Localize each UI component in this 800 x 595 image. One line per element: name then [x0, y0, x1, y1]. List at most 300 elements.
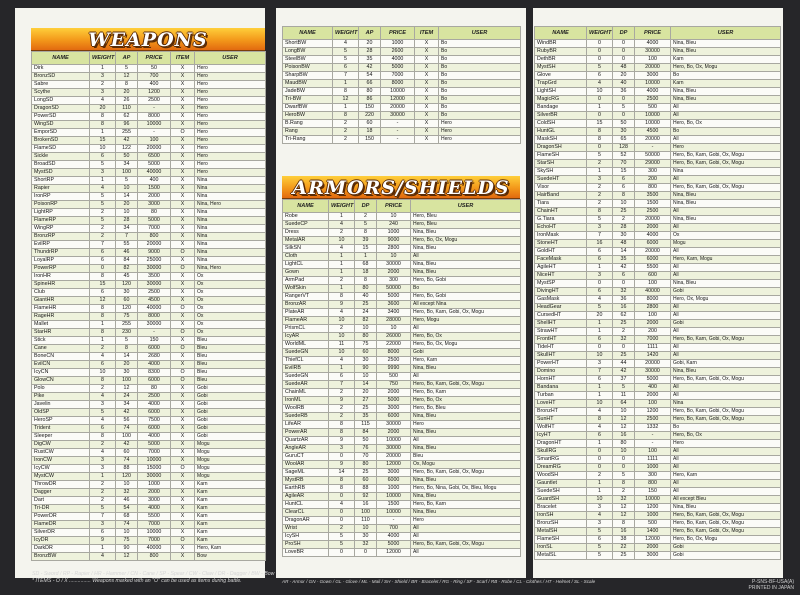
table-cell: SuedeGN [283, 349, 329, 357]
table-cell: 36 [613, 296, 635, 304]
table-cell: JadeBW [283, 88, 333, 96]
table-cell: 39 [355, 237, 377, 245]
table-cell: 44 [613, 360, 635, 368]
table-row [32, 481, 266, 489]
table-cell: Nina, Bleu [411, 261, 521, 269]
column-header: AP [116, 52, 138, 65]
table-cell: Gauntlet [535, 480, 587, 488]
table-cell: 0 [587, 464, 613, 472]
table-cell: DwarfBW [283, 104, 333, 112]
table-cell: 100 [116, 433, 138, 441]
table-cell: HeroBW [283, 112, 333, 120]
table-cell: All [671, 392, 781, 400]
table-cell: Bo [439, 48, 521, 56]
table-cell: 1000 [377, 485, 411, 493]
table-row [535, 136, 781, 144]
column-header: PRICE [377, 200, 411, 213]
table-cell: 4000 [138, 505, 171, 513]
table-cell: 10000 [138, 529, 171, 537]
table-cell: 48 [613, 240, 635, 248]
table-cell: 4000 [138, 361, 171, 369]
table-cell: 8 [90, 329, 116, 337]
table-row [32, 225, 266, 233]
table-cell: Bo [439, 88, 521, 96]
table-row [283, 120, 521, 128]
table-cell: Hero, Bo, Karn, Gobi, Ox, Mogu [671, 528, 781, 536]
table-row [32, 289, 266, 297]
table-cell: Rang [283, 128, 333, 136]
table-row [535, 192, 781, 200]
table-cell: 90 [116, 545, 138, 553]
table-cell: 0 [613, 48, 635, 56]
table-row [283, 373, 521, 381]
table-cell: MaskSH [535, 136, 587, 144]
table-cell: DarkDR [32, 545, 90, 553]
table-cell: 30000 [138, 265, 171, 273]
table-cell: Tri-Rang [283, 136, 333, 144]
column-header: NAME [535, 27, 587, 40]
table-row [32, 137, 266, 145]
table-cell: X [415, 104, 439, 112]
table-cell: LoyalRP [32, 257, 90, 265]
table-cell: 74 [116, 425, 138, 433]
table-cell: SkullRG [535, 448, 587, 456]
table-cell: Nina, Bleu [411, 509, 521, 517]
table-cell: Gobi [195, 401, 266, 409]
table-row [32, 553, 266, 561]
table-cell: 30000 [138, 321, 171, 329]
table-cell: All [671, 136, 781, 144]
table-cell: MetalSH [535, 528, 587, 536]
table-cell: 10000 [381, 88, 415, 96]
table-cell: Gown [283, 269, 329, 277]
table-cell: Hero [195, 65, 266, 73]
table-cell: Nina [671, 400, 781, 408]
table-cell: X [171, 553, 195, 561]
table-cell: WolfHT [535, 424, 587, 432]
table-cell: 6 [90, 361, 116, 369]
table-cell: Scythe [32, 89, 90, 97]
table-cell: X [171, 321, 195, 329]
table-row [32, 377, 266, 385]
print-info [749, 579, 794, 591]
weapons-table-2 [282, 26, 521, 144]
table-cell: 5 [90, 193, 116, 201]
table-cell: X [171, 161, 195, 169]
table-cell: 8 [90, 313, 116, 321]
table-row [32, 161, 266, 169]
table-cell: 8 [587, 208, 613, 216]
table-cell: 2500 [138, 289, 171, 297]
table-cell: 1 [90, 337, 116, 345]
table-cell: DivingHT [535, 288, 587, 296]
table-cell: DragonSH [535, 144, 587, 152]
table-cell: 20 [90, 105, 116, 113]
table-cell: 1 [90, 473, 116, 481]
table-cell: Hero [195, 137, 266, 145]
table-cell: GasMask [535, 296, 587, 304]
table-cell: - [381, 136, 415, 144]
table-cell: X [171, 441, 195, 449]
table-row [32, 425, 266, 433]
table-cell: 1111 [635, 456, 671, 464]
table-cell: 4 [333, 40, 359, 48]
table-cell: Ox [195, 329, 266, 337]
table-cell: X [171, 81, 195, 89]
column-header: WEIGHT [333, 27, 359, 40]
table-cell: 20000 [635, 248, 671, 256]
table-cell: WoolAR [283, 461, 329, 469]
table-cell: EchoHT [535, 224, 587, 232]
table-cell: 42 [116, 137, 138, 145]
table-cell: - [635, 440, 671, 448]
table-row [535, 504, 781, 512]
table-cell: Hero, Bo, Ox, Mogu [411, 341, 521, 349]
table-cell: X [415, 136, 439, 144]
table-cell: 10 [377, 253, 411, 261]
table-cell: Bracelet [535, 504, 587, 512]
table-cell: 12000 [377, 549, 411, 557]
table-cell: 800 [138, 553, 171, 561]
table-cell: 5 [587, 216, 613, 224]
table-cell: DragonHT [535, 440, 587, 448]
table-cell: 30 [355, 533, 377, 541]
table-row [535, 456, 781, 464]
table-cell: Hero, Bo, Nina, Gobi, Ox, Bleu, Mogu [411, 485, 521, 493]
weapons-legend-line2: * ITEMS - O / X ............... Weapons marked with an "O" can be used as items during battle. [32, 578, 242, 584]
table-cell: AgileAR [283, 493, 329, 501]
table-cell: 6000 [377, 413, 411, 421]
table-cell: 1 [90, 65, 116, 73]
table-cell: 2 [90, 385, 116, 393]
table-cell: 150 [635, 488, 671, 496]
table-cell: AgileHT [535, 264, 587, 272]
table-row [535, 512, 781, 520]
table-row [32, 337, 266, 345]
table-row [283, 285, 521, 293]
table-cell: 12000 [381, 96, 415, 104]
table-cell: Sleeper [32, 433, 90, 441]
table-cell: Nina, Hero [195, 265, 266, 273]
table-cell: X [171, 257, 195, 265]
table-cell: Mallet [32, 321, 90, 329]
table-cell: 8 [90, 433, 116, 441]
table-cell: X [171, 113, 195, 121]
table-row [535, 72, 781, 80]
table-cell: 20000 [138, 145, 171, 153]
table-cell: Ox [195, 273, 266, 281]
table-cell: All [671, 480, 781, 488]
table-cell: O [171, 305, 195, 313]
table-cell: 2 [90, 345, 116, 353]
table-cell: Visor [535, 184, 587, 192]
table-cell: 32 [613, 496, 635, 504]
table-row [32, 457, 266, 465]
table-row [283, 501, 521, 509]
table-cell: Tri-DR [32, 505, 90, 513]
table-cell: 1 [587, 440, 613, 448]
table-cell: 5 [329, 541, 355, 549]
table-cell: Ox [195, 305, 266, 313]
table-cell: Mogu [671, 240, 781, 248]
table-cell: Stick [32, 337, 90, 345]
table-cell: 2000 [377, 389, 411, 397]
table-cell: IcyHT [535, 432, 587, 440]
table-cell: All [411, 437, 521, 445]
table-cell: 20 [116, 89, 138, 97]
table-cell: All [411, 549, 521, 557]
table-cell: 16 [355, 501, 377, 509]
table-row [535, 168, 781, 176]
table-cell: Mogu [195, 465, 266, 473]
table-cell: 50000 [635, 152, 671, 160]
table-row [32, 369, 266, 377]
table-cell: Hero, Bo, Ox [671, 432, 781, 440]
table-cell: Javelin [32, 401, 90, 409]
table-cell: ChainHT [535, 208, 587, 216]
table-cell: PlateAR [283, 309, 329, 317]
table-cell: GlowCN [32, 377, 90, 385]
table-cell: 3 [329, 445, 355, 453]
table-cell: 25 [355, 301, 377, 309]
table-cell: Hero, Karn [195, 545, 266, 553]
table-cell: 1 [329, 269, 355, 277]
table-cell: 1000 [377, 229, 411, 237]
table-cell: O [171, 249, 195, 257]
table-cell: 2000 [138, 193, 171, 201]
table-cell: SuedeSH [535, 488, 587, 496]
table-cell: X [171, 193, 195, 201]
table-cell: 3000 [377, 469, 411, 477]
table-cell: 2 [90, 481, 116, 489]
print-country: PRINTED IN JAPAN [748, 585, 794, 591]
table-cell: 2 [329, 525, 355, 533]
table-cell: Bo [411, 285, 521, 293]
table-row [283, 493, 521, 501]
table-row [283, 461, 521, 469]
table-cell: 5 [116, 65, 138, 73]
table-cell: 115 [355, 421, 377, 429]
table-cell: BronzSH [535, 520, 587, 528]
table-cell: Nina, Bleu [671, 368, 781, 376]
table-cell: Nina, Bleu [671, 192, 781, 200]
table-cell: Tiara [535, 200, 587, 208]
table-row [32, 73, 266, 81]
table-cell: Hero [195, 97, 266, 105]
table-cell: 10 [355, 525, 377, 533]
table-row [283, 221, 521, 229]
table-cell: Ox [195, 313, 266, 321]
table-cell: Hero [439, 120, 521, 128]
table-cell: Nina [195, 249, 266, 257]
armors-legend [282, 578, 596, 585]
table-cell: 400 [138, 81, 171, 89]
table-cell: 35 [613, 256, 635, 264]
table-cell: LightSH [535, 88, 587, 96]
table-cell: 20000 [377, 453, 411, 461]
table-row [32, 385, 266, 393]
table-cell: 0 [587, 280, 613, 288]
table-cell: 3000 [377, 405, 411, 413]
table-cell: StrawHT [535, 328, 587, 336]
table-row [283, 389, 521, 397]
column-header: DP [613, 27, 635, 40]
table-cell: 10 [116, 185, 138, 193]
table-cell: 120 [116, 473, 138, 481]
table-row [535, 384, 781, 392]
table-cell: 6000 [377, 477, 411, 485]
table-cell: ShortRP [32, 177, 90, 185]
column-header: NAME [32, 52, 90, 65]
table-cell: EmporSD [32, 129, 90, 137]
table-cell: 100 [355, 509, 377, 517]
table-cell: 4 [329, 309, 355, 317]
table-cell: 55 [116, 241, 138, 249]
table-cell: 34 [116, 401, 138, 409]
table-cell: 100 [635, 280, 671, 288]
table-cell: Ox [671, 232, 781, 240]
table-cell: 40 [355, 293, 377, 301]
table-cell: 10 [377, 325, 411, 333]
table-row [535, 280, 781, 288]
table-cell: 800 [635, 480, 671, 488]
table-cell: SpineHR [32, 281, 90, 289]
table-row [535, 376, 781, 384]
table-cell: 2500 [635, 416, 671, 424]
table-cell: 2500 [138, 393, 171, 401]
table-cell: All [671, 264, 781, 272]
table-cell: 7000 [138, 521, 171, 529]
table-cell: 16 [587, 240, 613, 248]
table-cell: 20 [613, 72, 635, 80]
column-header: USER [439, 27, 521, 40]
table-cell: RangerVT [283, 293, 329, 301]
table-cell: All except Bleu [671, 496, 781, 504]
table-cell: 2 [587, 192, 613, 200]
table-cell: Hero [195, 145, 266, 153]
table-cell: X [171, 313, 195, 321]
table-cell: 8000 [138, 113, 171, 121]
table-cell: Hero [439, 136, 521, 144]
table-cell: 8 [587, 128, 613, 136]
table-row [535, 240, 781, 248]
table-row [283, 88, 521, 96]
table-cell: MystSH [535, 64, 587, 72]
table-cell: Bleu [195, 369, 266, 377]
table-row [535, 232, 781, 240]
table-cell: All [411, 325, 521, 333]
table-cell: WingRP [32, 225, 90, 233]
table-cell: Hero, Bo, Bleu [411, 405, 521, 413]
table-cell: All [671, 112, 781, 120]
table-cell: 10 [587, 400, 613, 408]
table-cell: PowerRP [32, 265, 90, 273]
table-cell: Gobi [195, 409, 266, 417]
table-cell: All [411, 253, 521, 261]
table-cell: 400 [138, 177, 171, 185]
table-cell: RageHR [32, 313, 90, 321]
table-row [32, 249, 266, 257]
table-cell: X [171, 121, 195, 129]
table-cell: LongSD [32, 97, 90, 105]
table-row [32, 497, 266, 505]
armors-title: ARMORS/SHIELDS [292, 177, 510, 199]
table-cell: X [171, 425, 195, 433]
table-cell: Hero, Bo, Karn, Gobi, Ox, Mogu [671, 152, 781, 160]
table-cell: Hero, Bo, Karn, Gobi, Ox, Mogu [671, 520, 781, 528]
table-cell: 100 [635, 56, 671, 64]
table-cell: 6 [587, 288, 613, 296]
table-cell: Nina, Bleu [411, 493, 521, 501]
table-cell: LightRP [32, 209, 90, 217]
table-cell: Bleu [195, 345, 266, 353]
table-cell: 12 [613, 424, 635, 432]
table-cell: Dress [283, 229, 329, 237]
table-cell: Club [32, 289, 90, 297]
table-cell: HeroSP [32, 417, 90, 425]
table-cell: IronSH [535, 512, 587, 520]
table-cell: 1000 [635, 464, 671, 472]
table-cell: FaceMask [535, 256, 587, 264]
table-cell: 42 [116, 409, 138, 417]
table-cell: 1 [587, 488, 613, 496]
table-cell: 0 [587, 456, 613, 464]
armors-legend-line: AR - Armor / GN - Gown / GL - Glove / ML - Mail / SH - Shield / BR - Bracelet / RG - Ring / SF - Scarf / RB - Robe / CL - Clothes / HT - Helmet / SL - Scale [282, 579, 596, 584]
table-row [283, 533, 521, 541]
table-cell: NiceHT [535, 272, 587, 280]
table-row [535, 400, 781, 408]
table-cell: X [171, 497, 195, 505]
table-row [283, 40, 521, 48]
table-row [535, 344, 781, 352]
table-cell: Gobi, Karn [671, 360, 781, 368]
table-cell: 7000 [635, 336, 671, 344]
table-cell: 10000 [635, 80, 671, 88]
table-cell: X [171, 137, 195, 145]
table-cell: Hero [671, 144, 781, 152]
table-cell: 6000 [138, 425, 171, 433]
table-cell: CursedHT [535, 312, 587, 320]
table-cell: RubyBR [535, 48, 587, 56]
table-cell: 10 [355, 325, 377, 333]
table-cell: IcyAR [283, 333, 329, 341]
table-cell: 2 [90, 441, 116, 449]
table-cell: 6500 [138, 153, 171, 161]
table-cell: 2800 [635, 304, 671, 312]
table-cell: 26 [116, 97, 138, 105]
column-header: AP [359, 27, 381, 40]
table-row [535, 416, 781, 424]
table-cell: MystSD [32, 169, 90, 177]
table-cell: 4 [587, 296, 613, 304]
table-row [535, 480, 781, 488]
table-cell: 25 [355, 405, 377, 413]
table-cell: 9 [329, 397, 355, 405]
table-row [32, 473, 266, 481]
table-cell: StoneHT [535, 240, 587, 248]
table-cell: Hero, Bo, Ox, Mogu [411, 237, 521, 245]
table-cell: 15 [613, 168, 635, 176]
table-cell: All [671, 176, 781, 184]
table-cell: 4 [90, 449, 116, 457]
table-cell: 5500 [138, 513, 171, 521]
table-cell: RustCW [32, 449, 90, 457]
table-cell: 84 [355, 429, 377, 437]
table-row [283, 333, 521, 341]
table-cell: 500 [635, 104, 671, 112]
table-cell: Cane [32, 345, 90, 353]
table-cell: Mogu [195, 449, 266, 457]
